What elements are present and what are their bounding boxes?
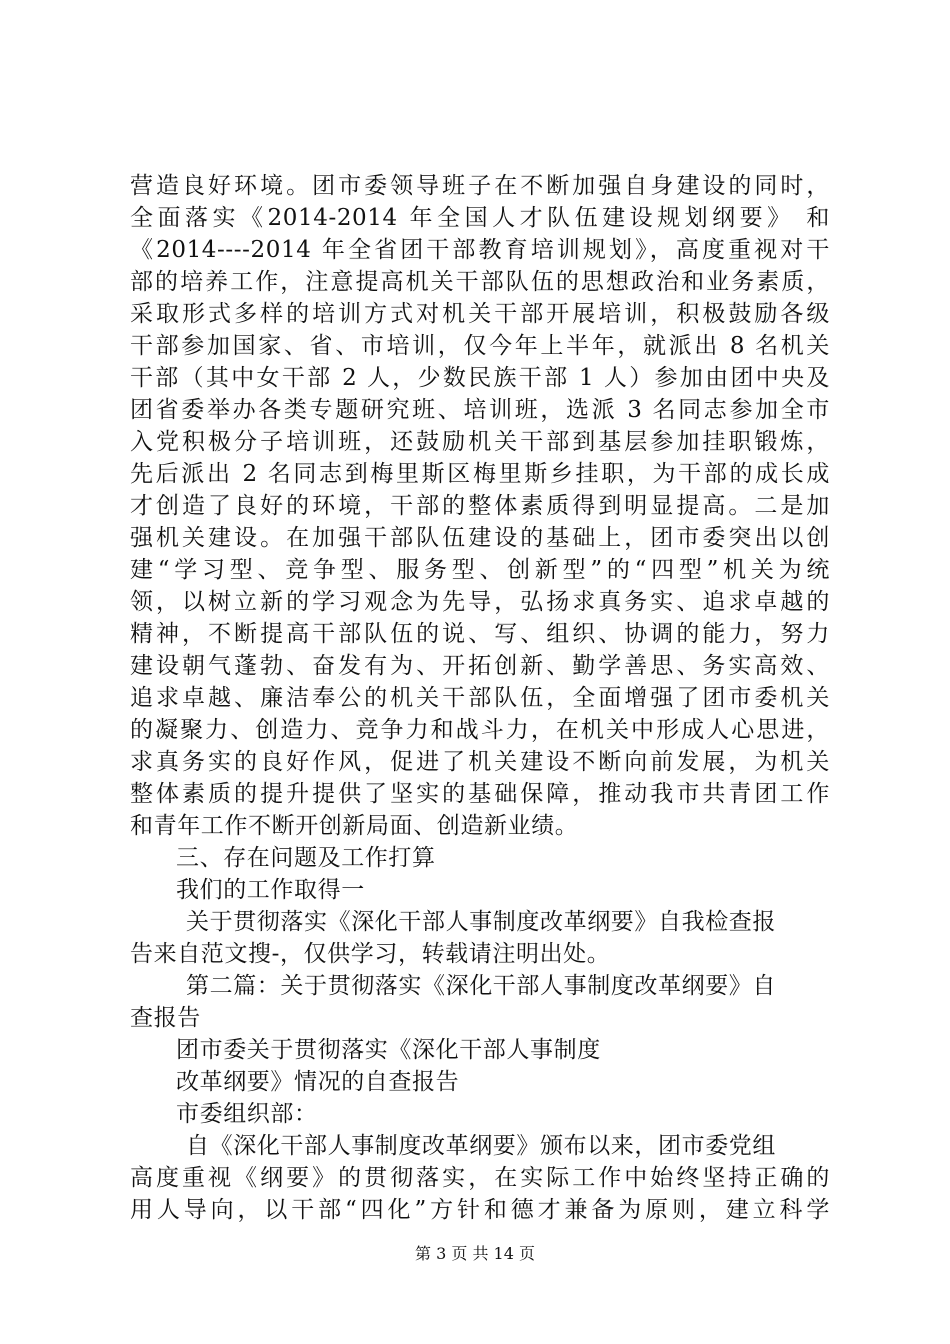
text-line: 和青年工作不断开创新局面、创造新业绩。	[130, 813, 579, 839]
text-line: 整体素质的提升提供了坚实的基础保障，推动我市共青团工作	[130, 781, 830, 807]
text-line: 我们的工作取得一	[176, 877, 365, 903]
text-line: 查报告	[130, 1005, 201, 1031]
text-line: 精神，不断提高干部队伍的说、写、组织、协调的能力，努力	[130, 621, 830, 647]
text-line: 强机关建设。在加强干部队伍建设的基础上，团市委突出以创	[130, 525, 830, 551]
text-line: 先后派出 2 名同志到梅里斯区梅里斯乡挂职，为干部的成长成	[130, 461, 830, 487]
text-line: 告来自范文搜-，仅供学习，转载请注明出处。	[130, 941, 611, 967]
text-line: 营造良好环境。团市委领导班子在不断加强自身建设的同时，	[130, 173, 830, 199]
text-line: 求真务实的良好作风，促进了机关建设不断向前发展，为机关	[130, 749, 830, 775]
page-footer: 第 3 页 共 14 页	[415, 1244, 535, 1263]
document-body	[130, 170, 830, 1226]
text-line: 建“学习型、竞争型、服务型、创新型”的“四型”机关为统	[130, 557, 830, 583]
text-line: 用人导向，以干部“四化”方针和德才兼备为原则，建立科学	[130, 1197, 830, 1223]
text-line: 关于贯彻落实《深化干部人事制度改革纲要》自我检查报	[186, 909, 776, 935]
text-line: 市委组织部：	[176, 1101, 318, 1127]
text-line: 领，以树立新的学习观念为先导，弘扬求真务实、追求卓越的	[130, 589, 830, 615]
text-line: 部的培养工作，注意提高机关干部队伍的思想政治和业务素质，	[130, 269, 830, 295]
text-line: 追求卓越、廉洁奉公的机关干部队伍，全面增强了团市委机关	[130, 685, 830, 711]
text-line: 高度重视《纲要》的贯彻落实，在实际工作中始终坚持正确的	[130, 1165, 830, 1191]
text-line: 第二篇：关于贯彻落实《深化干部人事制度改革纲要》自	[186, 973, 776, 999]
text-line: 自《深化干部人事制度改革纲要》颁布以来，团市委党组	[186, 1133, 776, 1159]
text-line: 干部（其中女干部 2 人，少数民族干部 1 人）参加由团中央及	[130, 365, 830, 391]
text-line: 采取形式多样的培训方式对机关干部开展培训，积极鼓励各级	[130, 301, 830, 327]
text-line: 团市委关于贯彻落实《深化干部人事制度	[176, 1037, 601, 1063]
text-line: 《2014----2014 年全省团干部教育培训规划》，高度重视对干	[130, 237, 830, 263]
text-line: 三、存在问题及工作打算	[176, 845, 436, 871]
text-line: 全面落实《2014-2014 年全国人才队伍建设规划纲要》 和	[130, 205, 830, 231]
text-line: 才创造了良好的环境，干部的整体素质得到明显提高。二是加	[130, 493, 830, 519]
text-line: 干部参加国家、省、市培训，仅今年上半年，就派出 8 名机关	[130, 333, 830, 359]
text-line: 团省委举办各类专题研究班、培训班，选派 3 名同志参加全市	[130, 397, 830, 423]
text-line: 改革纲要》情况的自查报告	[176, 1069, 460, 1095]
text-line: 入党积极分子培训班，还鼓励机关干部到基层参加挂职锻炼，	[130, 429, 830, 455]
text-line: 建设朝气蓬勃、奋发有为、开拓创新、勤学善思、务实高效、	[130, 653, 830, 679]
text-line: 的凝聚力、创造力、竞争力和战斗力，在机关中形成人心思进，	[130, 717, 830, 743]
